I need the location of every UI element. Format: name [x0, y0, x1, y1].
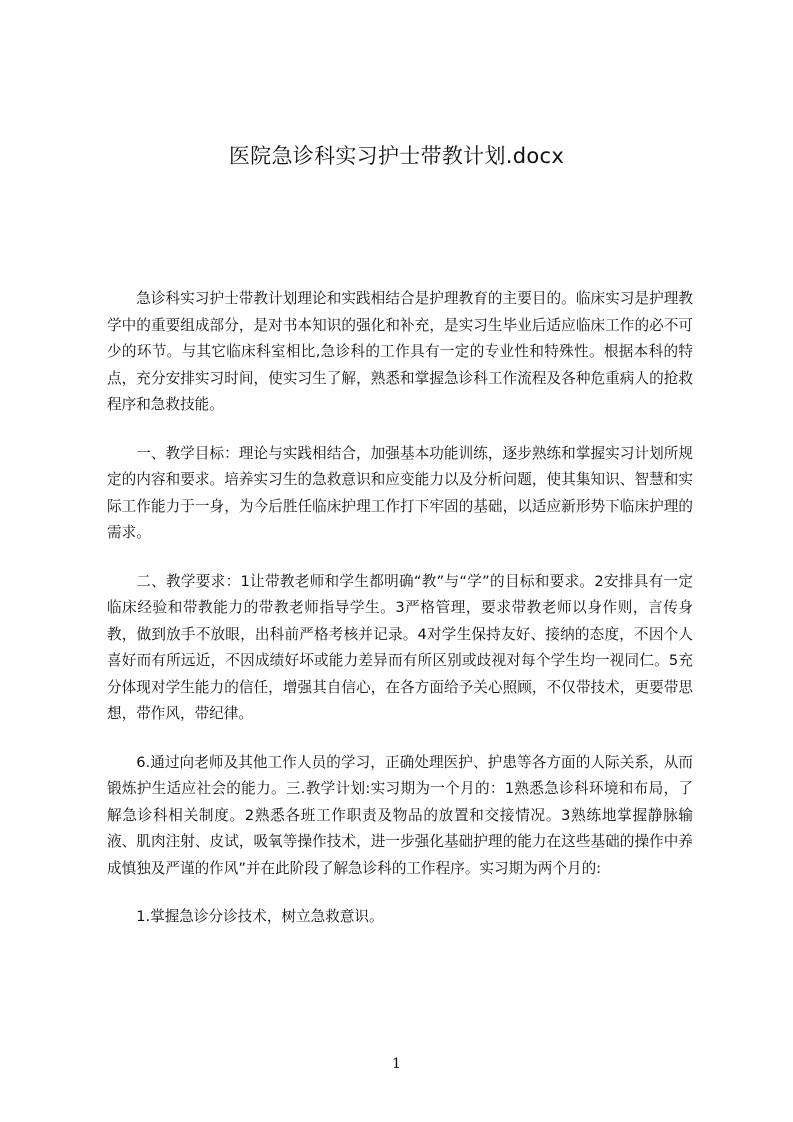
paragraph-teaching-requirements: 二、教学要求：1让带教老师和学生都明确“教”与“学”的目标和要求。2安排具有一定临床经验和带教能力的带教老师指导学生。3严格管理，要求带教老师以身作则，言传身教，做到放手不放眼，出科前严格考核并记录。4对学生保持友好、接纳的态度，不因个人喜好而有所远近，不因成绩好坏或能力差异而有所区别或歧视对每个学生均一视同仁。5充分体现对学生能力的信任，增强其自信心，在各方面给予关心照顾，不仅带技术，更要带思想，带作风，带纪律。 — [107, 572, 693, 722]
paragraph-teaching-plan: 6.通过向老师及其他工作人员的学习，正确处理医护、护患等各方面的人际关系，从而锻炼护生适应社会的能力。三.教学计划:实习期为一个月的：1熟悉急诊科环境和布局，了解急诊科相关制度。2熟悉各班工作职责及物品的放置和交接情况。3熟练地掌握静脉输液、肌肉注射、皮试，吸氧等操作技术，进一步强化基础护理的能力在这些基础的操作中养成慎独及严谨的作风”并在此阶段了解急诊科的工作程序。实习期为两个月的: — [107, 753, 693, 877]
document-title: 医院急诊科实习护士带教计划.docx — [228, 144, 565, 168]
paragraph-teaching-goals: 一、教学目标：理论与实践相结合，加强基本功能训练，逐步熟练和掌握实习计划所规定的内容和要求。培养实习生的急救意识和应变能力以及分析问题，使其集知识、智慧和实际工作能力于一身，为今后胜任临床护理工作打下牢固的基础，以适应新形势下临床护理的需求。 — [107, 444, 693, 541]
page-number: 1 — [392, 1056, 401, 1072]
document-body — [107, 286, 693, 953]
paragraph-triage-skill: 1.掌握急诊分诊技术，树立急救意识。 — [136, 908, 384, 925]
paragraph-intro: 急诊科实习护士带教计划理论和实践相结合是护理教育的主要目的。临床实习是护理教学中的重要组成部分，是对书本知识的强化和补充，是实习生毕业后适应临床工作的必不可少的环节。与其它临床科室相比,急诊科的工作具有一定的专业性和特殊性。根据本科的特点，充分安排实习时间，使实习生了解，熟悉和掌握急诊科工作流程及各种危重病人的抢救程序和急救技能。 — [107, 290, 693, 413]
